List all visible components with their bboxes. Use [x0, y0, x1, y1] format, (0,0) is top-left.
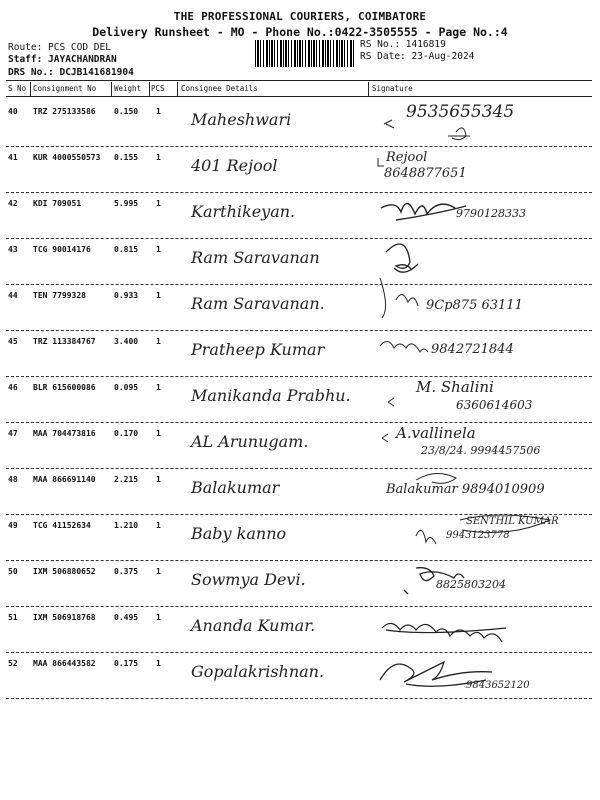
consignee-name: Pratheep Kumar: [191, 340, 325, 359]
weight: 0.933: [114, 291, 139, 300]
weight: 0.150: [114, 107, 139, 116]
consignee-name: Manikanda Prabhu.: [191, 386, 351, 405]
serial-number: 45: [8, 337, 18, 346]
signature-text: 8825803204: [436, 578, 506, 591]
consignment-number: KDI 709051: [33, 199, 82, 208]
table-header-rule: [6, 96, 592, 97]
signature-text: 9843652120: [466, 680, 530, 691]
table-row: [6, 652, 592, 699]
consignment-number: MAA 866691140: [33, 475, 96, 484]
table-row: [6, 606, 592, 653]
col-header-signature: Signature: [372, 84, 413, 93]
consignment-number: MAA 866443582: [33, 659, 96, 668]
weight: 0.815: [114, 245, 139, 254]
rs-date: RS Date: 23-Aug-2024: [360, 51, 475, 62]
serial-number: 44: [8, 291, 18, 300]
consignee-name: Ananda Kumar.: [191, 616, 316, 635]
consignment-number: KUR 4000550573: [33, 153, 101, 162]
table-row: [6, 560, 592, 607]
consignment-number: TEN 7799328: [33, 291, 86, 300]
consignment-number: BLR 615600086: [33, 383, 96, 392]
signature-area: [376, 102, 591, 144]
serial-number: 49: [8, 521, 18, 530]
consignment-number: TCG 41152634: [33, 521, 91, 530]
signature-area: [376, 332, 591, 374]
signature-area: [376, 516, 591, 558]
weight: 5.995: [114, 199, 139, 208]
signature-area: [376, 148, 591, 190]
drs-label: DRS No.: DCJB141681904: [8, 67, 134, 78]
signature-text: 9943123778: [446, 530, 510, 541]
signature-text: 9790128333: [456, 207, 526, 220]
pieces: 1: [156, 337, 161, 346]
signature-area: [376, 378, 591, 420]
signature-area: [376, 608, 591, 650]
serial-number: 48: [8, 475, 18, 484]
signature-area: [376, 654, 591, 696]
consignee-name: AL Arunugam.: [191, 432, 309, 451]
weight: 0.155: [114, 153, 139, 162]
runsheet-title: Delivery Runsheet - MO - Phone No.:0422-3505555 - Page No.:4: [92, 25, 508, 39]
consignee-name: Balakumar: [191, 478, 280, 497]
col-header-weight: Weight: [114, 84, 142, 93]
pieces: 1: [156, 107, 161, 116]
consignee-name: Maheshwari: [191, 110, 292, 129]
barcode: [255, 40, 355, 67]
consignment-number: IXM 506880652: [33, 567, 96, 576]
consignee-name: Sowmya Devi.: [191, 570, 306, 589]
weight: 2.215: [114, 475, 139, 484]
table-row: [6, 238, 592, 285]
signature-text: M. Shalini: [416, 378, 494, 396]
pieces: 1: [156, 521, 161, 530]
signature-text: A.vallinela: [396, 424, 476, 442]
table-row: [6, 192, 592, 239]
table-row: [6, 514, 592, 561]
weight: 0.170: [114, 429, 139, 438]
serial-number: 41: [8, 153, 18, 162]
signature-text: Balakumar 9894010909: [386, 482, 545, 497]
serial-number: 43: [8, 245, 18, 254]
serial-number: 52: [8, 659, 18, 668]
signature-text: 8648877651: [384, 166, 467, 181]
serial-number: 40: [8, 107, 18, 116]
consignee-name: Karthikeyan.: [191, 202, 296, 221]
rs-number: RS No.: 1416819: [360, 39, 446, 50]
table-top-rule: [6, 80, 592, 81]
pieces: 1: [156, 429, 161, 438]
signature-text: Rejool: [386, 150, 428, 165]
table-row: [6, 146, 592, 193]
signature-area: [376, 194, 591, 236]
consignee-name: Gopalakrishnan.: [191, 662, 325, 681]
signature-area: [376, 286, 591, 328]
col-header-sno: S No: [8, 84, 27, 93]
staff-label: Staff: JAYACHANDRAN: [8, 54, 117, 65]
signature-text: 9Cp875 63111: [426, 298, 523, 313]
consignment-number: MAA 704473816: [33, 429, 96, 438]
consignee-name: Baby kanno: [191, 524, 287, 543]
pieces: 1: [156, 659, 161, 668]
weight: 0.095: [114, 383, 139, 392]
pieces: 1: [156, 567, 161, 576]
signature-area: [376, 562, 591, 604]
table-row: [6, 100, 592, 147]
weight: 0.175: [114, 659, 139, 668]
consignment-number: IXM 506918768: [33, 613, 96, 622]
signature-text: 9535655345: [406, 102, 515, 122]
signature-scribble: [376, 240, 591, 282]
pieces: 1: [156, 245, 161, 254]
signature-text: 9842721844: [431, 342, 514, 357]
pieces: 1: [156, 153, 161, 162]
pieces: 1: [156, 383, 161, 392]
weight: 1.210: [114, 521, 139, 530]
pieces: 1: [156, 475, 161, 484]
consignment-number: TRZ 275133586: [33, 107, 96, 116]
pieces: 1: [156, 291, 161, 300]
consignee-name: Ram Saravanan: [191, 248, 320, 267]
serial-number: 46: [8, 383, 18, 392]
col-header-consignment: Consignment No: [33, 84, 97, 93]
serial-number: 47: [8, 429, 18, 438]
serial-number: 50: [8, 567, 18, 576]
table-row: [6, 422, 592, 469]
serial-number: 51: [8, 613, 18, 622]
weight: 0.495: [114, 613, 139, 622]
pieces: 1: [156, 613, 161, 622]
consignment-number: TCG 90014176: [33, 245, 91, 254]
signature-text: 6360614603: [456, 398, 533, 412]
consignee-name: Ram Saravanan.: [191, 294, 325, 313]
signature-text: SENTHIL KUMAR: [466, 516, 559, 527]
signature-area: [376, 240, 591, 282]
table-row: [6, 468, 592, 515]
signature-text: 23/8/24. 9994457506: [421, 444, 541, 457]
signature-area: [376, 424, 591, 466]
pieces: 1: [156, 199, 161, 208]
col-header-consignee: Consignee Details: [181, 84, 258, 93]
weight: 3.400: [114, 337, 139, 346]
signature-area: [376, 470, 591, 512]
serial-number: 42: [8, 199, 18, 208]
table-row: [6, 376, 592, 423]
consignee-name: 401 Rejool: [191, 156, 278, 175]
col-header-pcs: PCS: [151, 84, 165, 93]
company-title: THE PROFESSIONAL COURIERS, COIMBATORE: [173, 10, 427, 23]
route-label: Route: PCS COD DEL: [8, 42, 111, 53]
table-row: [6, 284, 592, 331]
table-row: [6, 330, 592, 377]
weight: 0.375: [114, 567, 139, 576]
signature-scribble: [376, 608, 591, 650]
consignment-number: TRZ 113384767: [33, 337, 96, 346]
